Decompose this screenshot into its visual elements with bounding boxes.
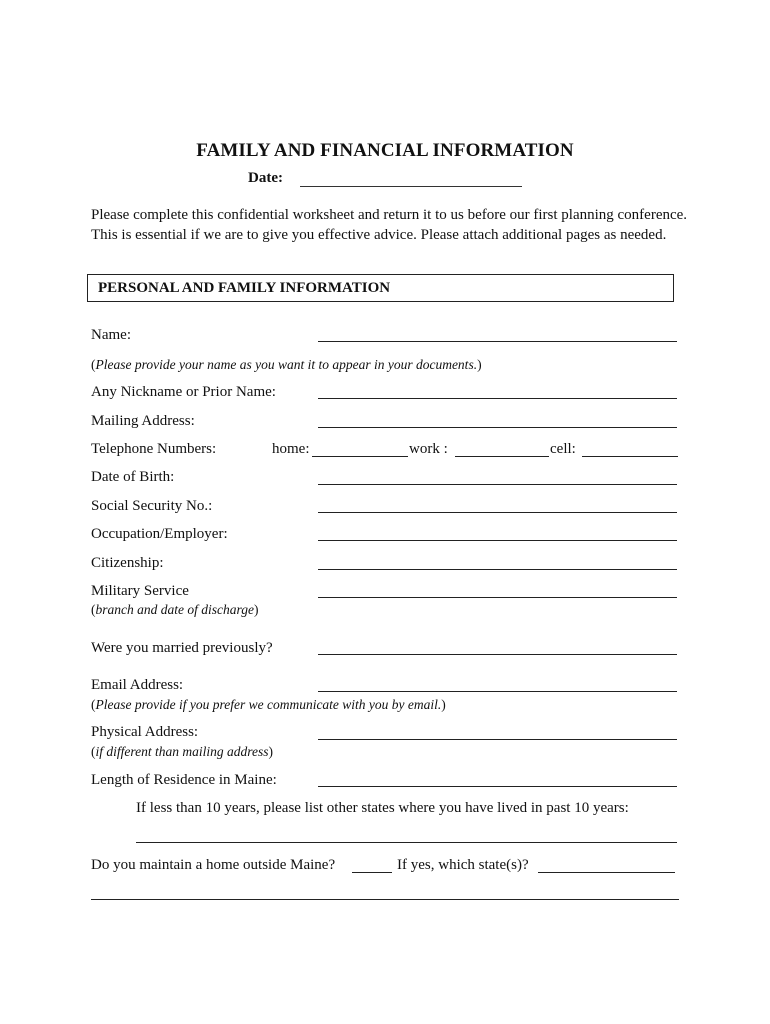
ssn-label: Social Security No.: [91,498,213,514]
email-note: (Please provide if you prefer we communicate with you by email.) [91,697,446,712]
residence-length-label: Length of Residence in Maine: [91,772,277,788]
military-note: (branch and date of discharge) [91,602,259,617]
additional-line-field[interactable] [91,899,679,900]
mailing-address-field[interactable] [318,427,677,428]
physical-address-label: Physical Address: [91,724,199,740]
married-previously-field[interactable] [318,654,677,655]
other-states-field[interactable] [136,842,677,843]
name-label: Name: [91,327,131,343]
which-states-label: If yes, which state(s)? [397,857,529,873]
page-title: FAMILY AND FINANCIAL INFORMATION [196,140,574,161]
nickname-field[interactable] [318,398,677,399]
phone-home-field[interactable] [312,456,408,457]
name-field[interactable] [318,341,677,342]
phone-work-field[interactable] [455,456,549,457]
date-field[interactable] [300,186,522,187]
which-states-field[interactable] [538,872,675,873]
home-outside-label: Do you maintain a home outside Maine? [91,857,336,873]
email-label: Email Address: [91,677,184,693]
dob-label: Date of Birth: [91,469,175,485]
intro-paragraph: Please complete this confidential worksheet and return it to us before our first planning conference. This is essential if we are to give you effective advice. Please attach additional pages as needed. [91,207,688,243]
mailing-address-label: Mailing Address: [91,413,195,429]
military-label: Military Service [91,583,189,599]
physical-address-field[interactable] [318,739,677,740]
date-label: Date: [248,170,283,186]
nickname-label: Any Nickname or Prior Name: [91,384,276,400]
telephone-label: Telephone Numbers: [91,441,217,457]
residence-length-field[interactable] [318,786,677,787]
citizenship-field[interactable] [318,569,677,570]
phone-cell-label: cell: [550,441,576,457]
home-outside-field[interactable] [352,872,392,873]
name-note: (Please provide your name as you want it to appear in your documents.) [91,357,482,372]
occupation-field[interactable] [318,540,677,541]
citizenship-label: Citizenship: [91,555,164,571]
other-states-note: If less than 10 years, please list other states where you have lived in past 10 years: [136,800,629,816]
phone-work-label: work : [409,441,448,457]
phone-home-label: home: [272,441,310,457]
phone-cell-field[interactable] [582,456,678,457]
section-title: PERSONAL AND FAMILY INFORMATION [98,280,391,296]
married-previously-label: Were you married previously? [91,640,273,656]
dob-field[interactable] [318,484,677,485]
military-field[interactable] [318,597,677,598]
email-field[interactable] [318,691,677,692]
section-header-box [87,274,674,302]
ssn-field[interactable] [318,512,677,513]
physical-address-note: (if different than mailing address) [91,744,273,759]
occupation-label: Occupation/Employer: [91,526,228,542]
